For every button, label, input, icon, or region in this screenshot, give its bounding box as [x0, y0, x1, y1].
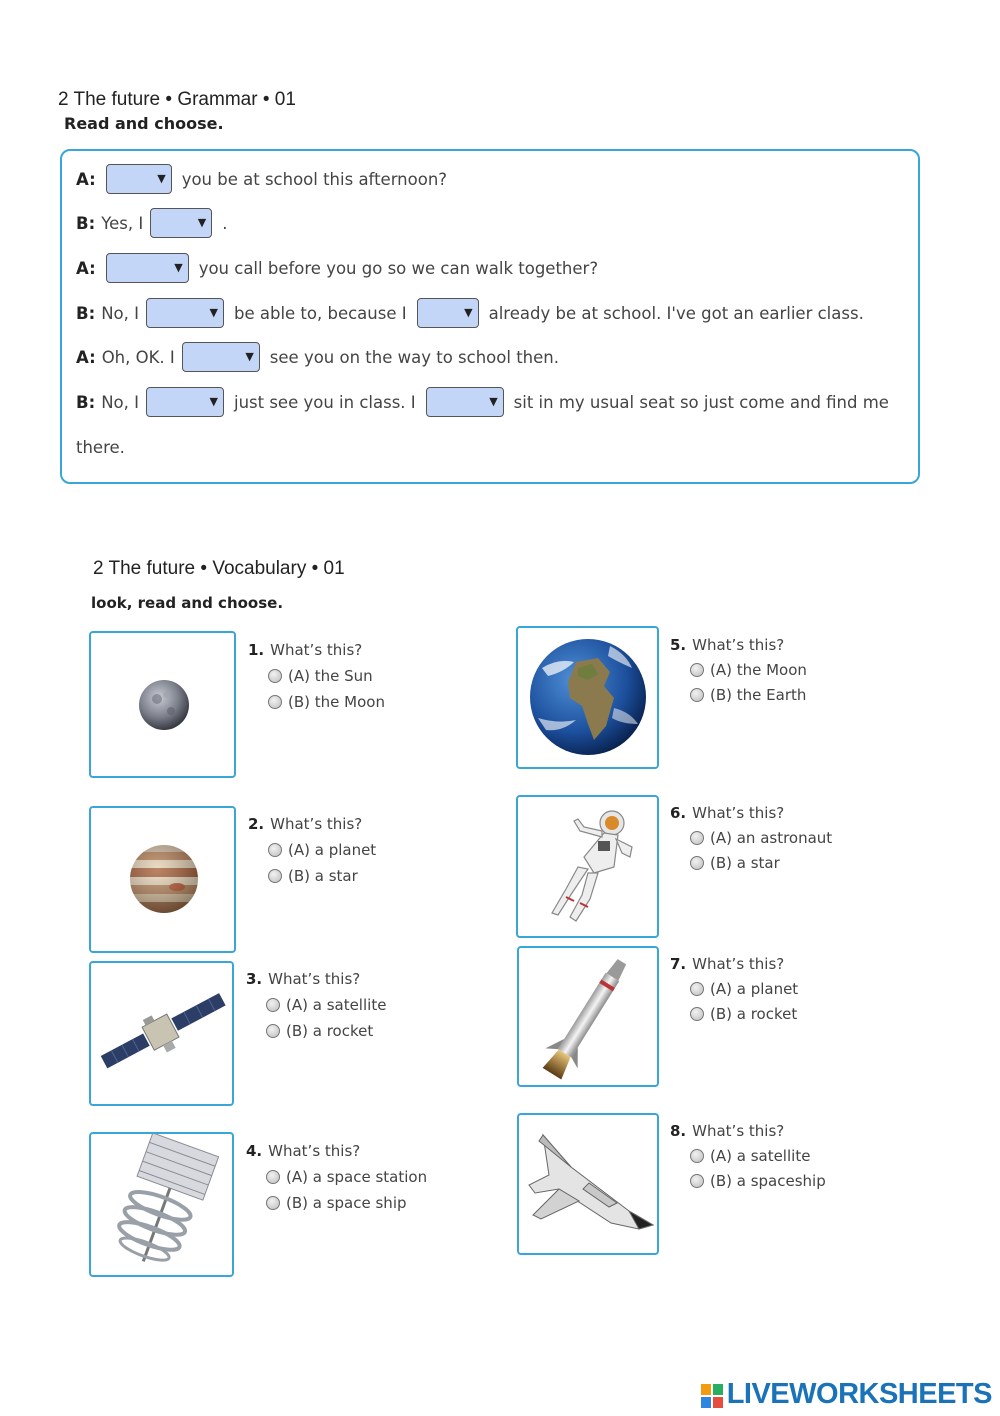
dialog-line-3 [76, 251, 604, 285]
radio-button[interactable] [268, 695, 282, 709]
answer-dropdown-4[interactable] [146, 298, 224, 328]
grammar-title: 2 The future • Grammar • 01 [58, 89, 296, 110]
question-3: 3. What’s this? [246, 970, 361, 988]
question-7: 7. What’s this? [670, 955, 785, 973]
option-6a[interactable]: (A) an astronaut [690, 829, 832, 847]
dropdown-arrow-icon: ▼ [245, 350, 254, 363]
option-2b[interactable]: (B) a star [268, 867, 358, 885]
option-8b[interactable]: (B) a spaceship [690, 1172, 826, 1190]
question-5: 5. What’s this? [670, 636, 785, 654]
option-7a[interactable]: (A) a planet [690, 980, 798, 998]
dropdown-arrow-icon: ▼ [489, 395, 498, 408]
dialog-text: see you on the way to school then. [269, 347, 559, 367]
speaker-label: B: [76, 213, 96, 233]
earth-image [516, 626, 659, 769]
option-7b[interactable]: (B) a rocket [690, 1005, 797, 1023]
option-3a[interactable]: (A) a satellite [266, 996, 386, 1014]
question-4: 4. What’s this? [246, 1142, 361, 1160]
dialog-line-6 [76, 385, 895, 419]
radio-button[interactable] [690, 831, 704, 845]
answer-dropdown-7[interactable] [146, 387, 224, 417]
radio-button[interactable] [690, 663, 704, 677]
radio-button[interactable] [690, 1007, 704, 1021]
option-4a[interactable]: (A) a space station [266, 1168, 427, 1186]
speaker-label: B: [76, 392, 96, 412]
answer-dropdown-1[interactable] [106, 164, 172, 194]
answer-dropdown-5[interactable] [417, 298, 479, 328]
logo-icon [701, 1383, 723, 1407]
radio-button[interactable] [266, 1170, 280, 1184]
dialog-text: Yes, I [101, 213, 144, 233]
radio-button[interactable] [690, 1174, 704, 1188]
dialog-line-4 [76, 296, 870, 330]
question-1: 1. What’s this? [248, 641, 363, 659]
dropdown-arrow-icon: ▼ [464, 306, 473, 319]
dialog-line-2 [76, 206, 233, 240]
dialog-text: sit in my usual seat so just come and find me [513, 392, 889, 412]
option-4b[interactable]: (B) a space ship [266, 1194, 407, 1212]
jupiter-image [89, 806, 236, 953]
dialog-text: you be at school this afternoon? [181, 169, 448, 189]
speaker-label: A: [76, 347, 96, 367]
dialog-text: No, I [101, 303, 139, 323]
logo-text: LIVEWORKSHEETS [726, 1378, 992, 1410]
radio-button[interactable] [690, 982, 704, 996]
option-8a[interactable]: (A) a satellite [690, 1147, 810, 1165]
dropdown-arrow-icon: ▼ [157, 172, 166, 185]
dialog-line-1 [76, 162, 453, 196]
dialog-text: be able to, because I [233, 303, 407, 323]
radio-button[interactable] [268, 669, 282, 683]
dialog-text: already be at school. I've got an earlier class. [488, 303, 864, 323]
dialog-text: you call before you go so we can walk together? [198, 258, 599, 278]
radio-button[interactable] [268, 869, 282, 883]
answer-dropdown-6[interactable] [182, 342, 260, 372]
space-station-image [89, 1132, 234, 1277]
liveworksheets-logo [701, 1378, 992, 1411]
question-6: 6. What’s this? [670, 804, 785, 822]
dropdown-arrow-icon: ▼ [209, 395, 218, 408]
dropdown-arrow-icon: ▼ [174, 261, 183, 274]
grammar-instruction: Read and choose. [64, 114, 224, 133]
answer-dropdown-2[interactable] [150, 208, 212, 238]
radio-button[interactable] [690, 1149, 704, 1163]
dialog-text: No, I [101, 392, 139, 412]
answer-dropdown-3[interactable] [106, 253, 189, 283]
dialog-text: Oh, OK. I [101, 347, 175, 367]
option-1b[interactable]: (B) the Moon [268, 693, 385, 711]
radio-button[interactable] [266, 1024, 280, 1038]
radio-button[interactable] [690, 688, 704, 702]
radio-button[interactable] [268, 843, 282, 857]
option-6b[interactable]: (B) a star [690, 854, 780, 872]
speaker-label: B: [76, 303, 96, 323]
option-2a[interactable]: (A) a planet [268, 841, 376, 859]
moon-image [89, 631, 236, 778]
dialog-line-5 [76, 340, 565, 374]
radio-button[interactable] [266, 1196, 280, 1210]
answer-dropdown-8[interactable] [426, 387, 504, 417]
astronaut-image [516, 795, 659, 938]
dropdown-arrow-icon: ▼ [209, 306, 218, 319]
space-shuttle-image [517, 1113, 659, 1255]
dialog-text: . [222, 213, 228, 233]
option-5b[interactable]: (B) the Earth [690, 686, 806, 704]
option-1a[interactable]: (A) the Sun [268, 667, 373, 685]
question-2: 2. What’s this? [248, 815, 363, 833]
vocabulary-instruction: look, read and choose. [91, 594, 284, 612]
vocabulary-title: 2 The future • Vocabulary • 01 [93, 558, 345, 579]
option-3b[interactable]: (B) a rocket [266, 1022, 373, 1040]
satellite-image [89, 961, 234, 1106]
dropdown-arrow-icon: ▼ [197, 216, 207, 229]
speaker-label: A: [76, 169, 96, 189]
option-5a[interactable]: (A) the Moon [690, 661, 807, 679]
question-8: 8. What’s this? [670, 1122, 785, 1140]
speaker-label: A: [76, 258, 96, 278]
rocket-image [517, 946, 659, 1087]
radio-button[interactable] [266, 998, 280, 1012]
dialog-text: just see you in class. I [233, 392, 416, 412]
dialog-line-7 [76, 430, 125, 464]
radio-button[interactable] [690, 856, 704, 870]
dialog-text: there. [76, 437, 125, 457]
